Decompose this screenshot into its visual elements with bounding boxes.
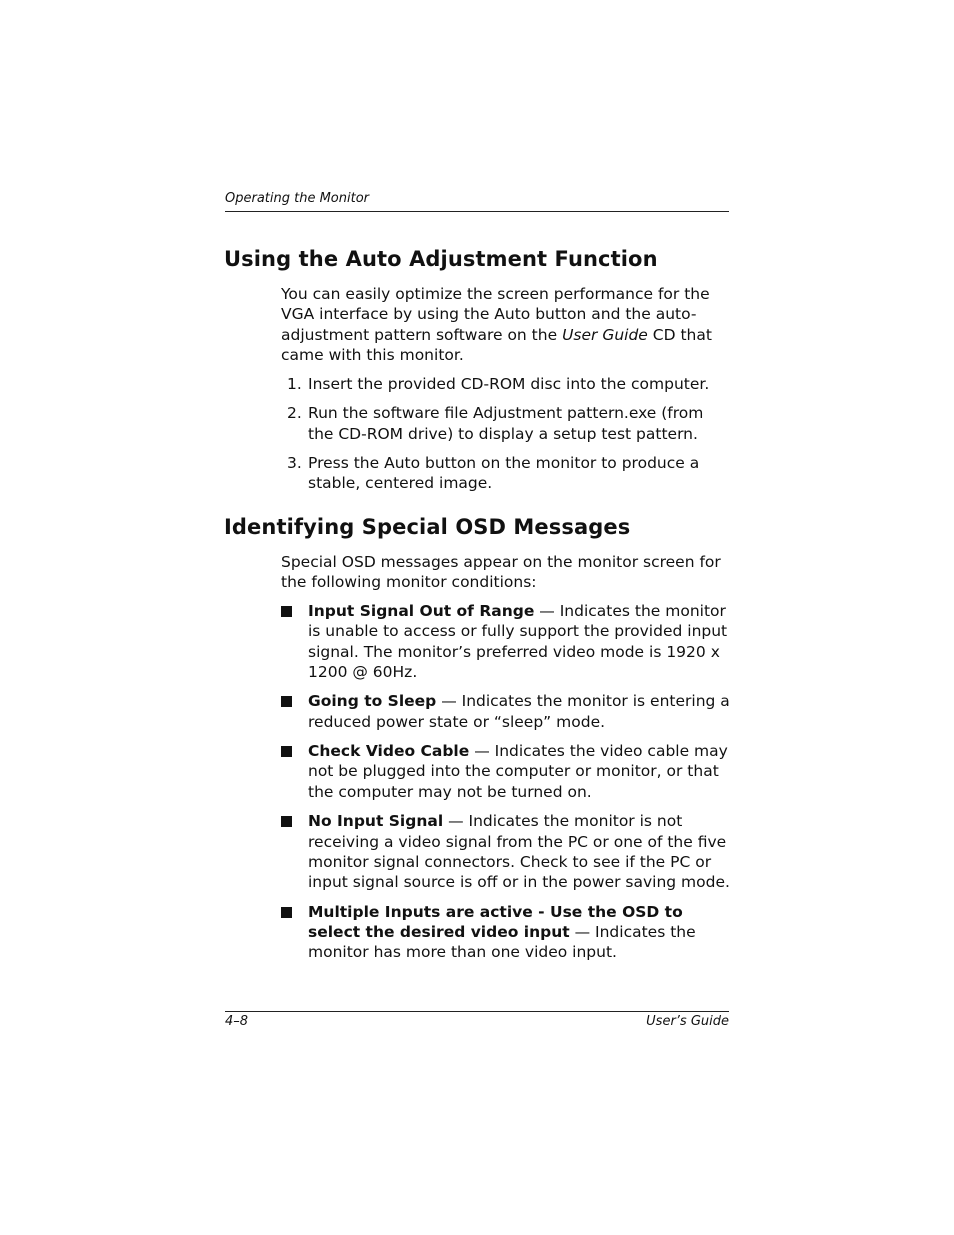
section-title-osd-messages: Identifying Special OSD Messages — [224, 515, 631, 539]
auto-adjustment-intro — [281, 284, 731, 365]
step-number: 1. — [287, 375, 302, 393]
message-term: Input Signal Out of Range — [308, 602, 535, 620]
list-item — [281, 691, 731, 732]
header-rule — [225, 211, 729, 212]
section-title-auto-adjustment: Using the Auto Adjustment Function — [224, 247, 658, 271]
page-number: 4–8 — [225, 1014, 249, 1029]
list-item — [281, 811, 731, 892]
message-description: — Indicates the monitor has more than one video input. — [308, 922, 696, 962]
message-description: — Indicates the monitor is unable to access or fully support the provided input signal. The monitor’s preferred video mode is 1920 x 1200 @ 60Hz. — [308, 602, 728, 681]
message-description: — Indicates the video cable may not be plugged into the computer or monitor, or that the computer may not be turned on. — [308, 742, 728, 801]
step-item — [281, 453, 731, 494]
book-title: User’s Guide — [646, 1014, 729, 1029]
intro-text-emphasis: User Guide — [562, 325, 648, 344]
square-bullet-icon — [281, 816, 292, 827]
footer-rule — [225, 1011, 729, 1012]
list-item — [281, 601, 731, 682]
list-item — [281, 902, 731, 963]
step-text: Insert the provided CD-ROM disc into the computer. — [308, 375, 710, 393]
message-term: Check Video Cable — [308, 742, 470, 761]
intro-text-end: CD that came with this monitor. — [281, 325, 712, 364]
step-text: Press the Auto button on the monitor to produce a stable, centered image. — [308, 453, 700, 493]
message-term: Going to Sleep — [308, 692, 437, 711]
square-bullet-icon — [281, 606, 292, 617]
osd-messages-intro: Special OSD messages appear on the monitor screen for the following monitor conditions: — [281, 553, 721, 592]
message-term: No Input Signal — [308, 812, 444, 831]
step-text: Run the software file Adjustment pattern.exe (from the CD-ROM drive) to display a setup test pattern. — [308, 404, 704, 443]
message-description: — Indicates the monitor is not receiving a video signal from the PC or one of the five monitor signal connectors. Check to see if the PC or input signal source is off or in the power saving mode. — [308, 812, 730, 892]
auto-adjustment-steps — [281, 374, 731, 502]
square-bullet-icon — [281, 696, 292, 707]
intro-text-start: You can easily optimize the screen performance for the VGA interface by using the Auto button and the auto-adjustment pattern software on the — [281, 285, 710, 344]
square-bullet-icon — [281, 907, 292, 918]
step-item — [281, 403, 731, 444]
list-item — [281, 741, 731, 802]
message-description: — Indicates the monitor is entering a reduced power state or “sleep” mode. — [308, 692, 730, 731]
message-term: Multiple Inputs are active - Use the OSD to select the desired video input — [308, 902, 683, 941]
step-item — [281, 374, 731, 394]
step-number: 2. — [287, 404, 302, 423]
running-head: Operating the Monitor — [225, 191, 370, 206]
square-bullet-icon — [281, 746, 292, 757]
step-number: 3. — [287, 453, 302, 472]
osd-message-list — [281, 601, 731, 972]
